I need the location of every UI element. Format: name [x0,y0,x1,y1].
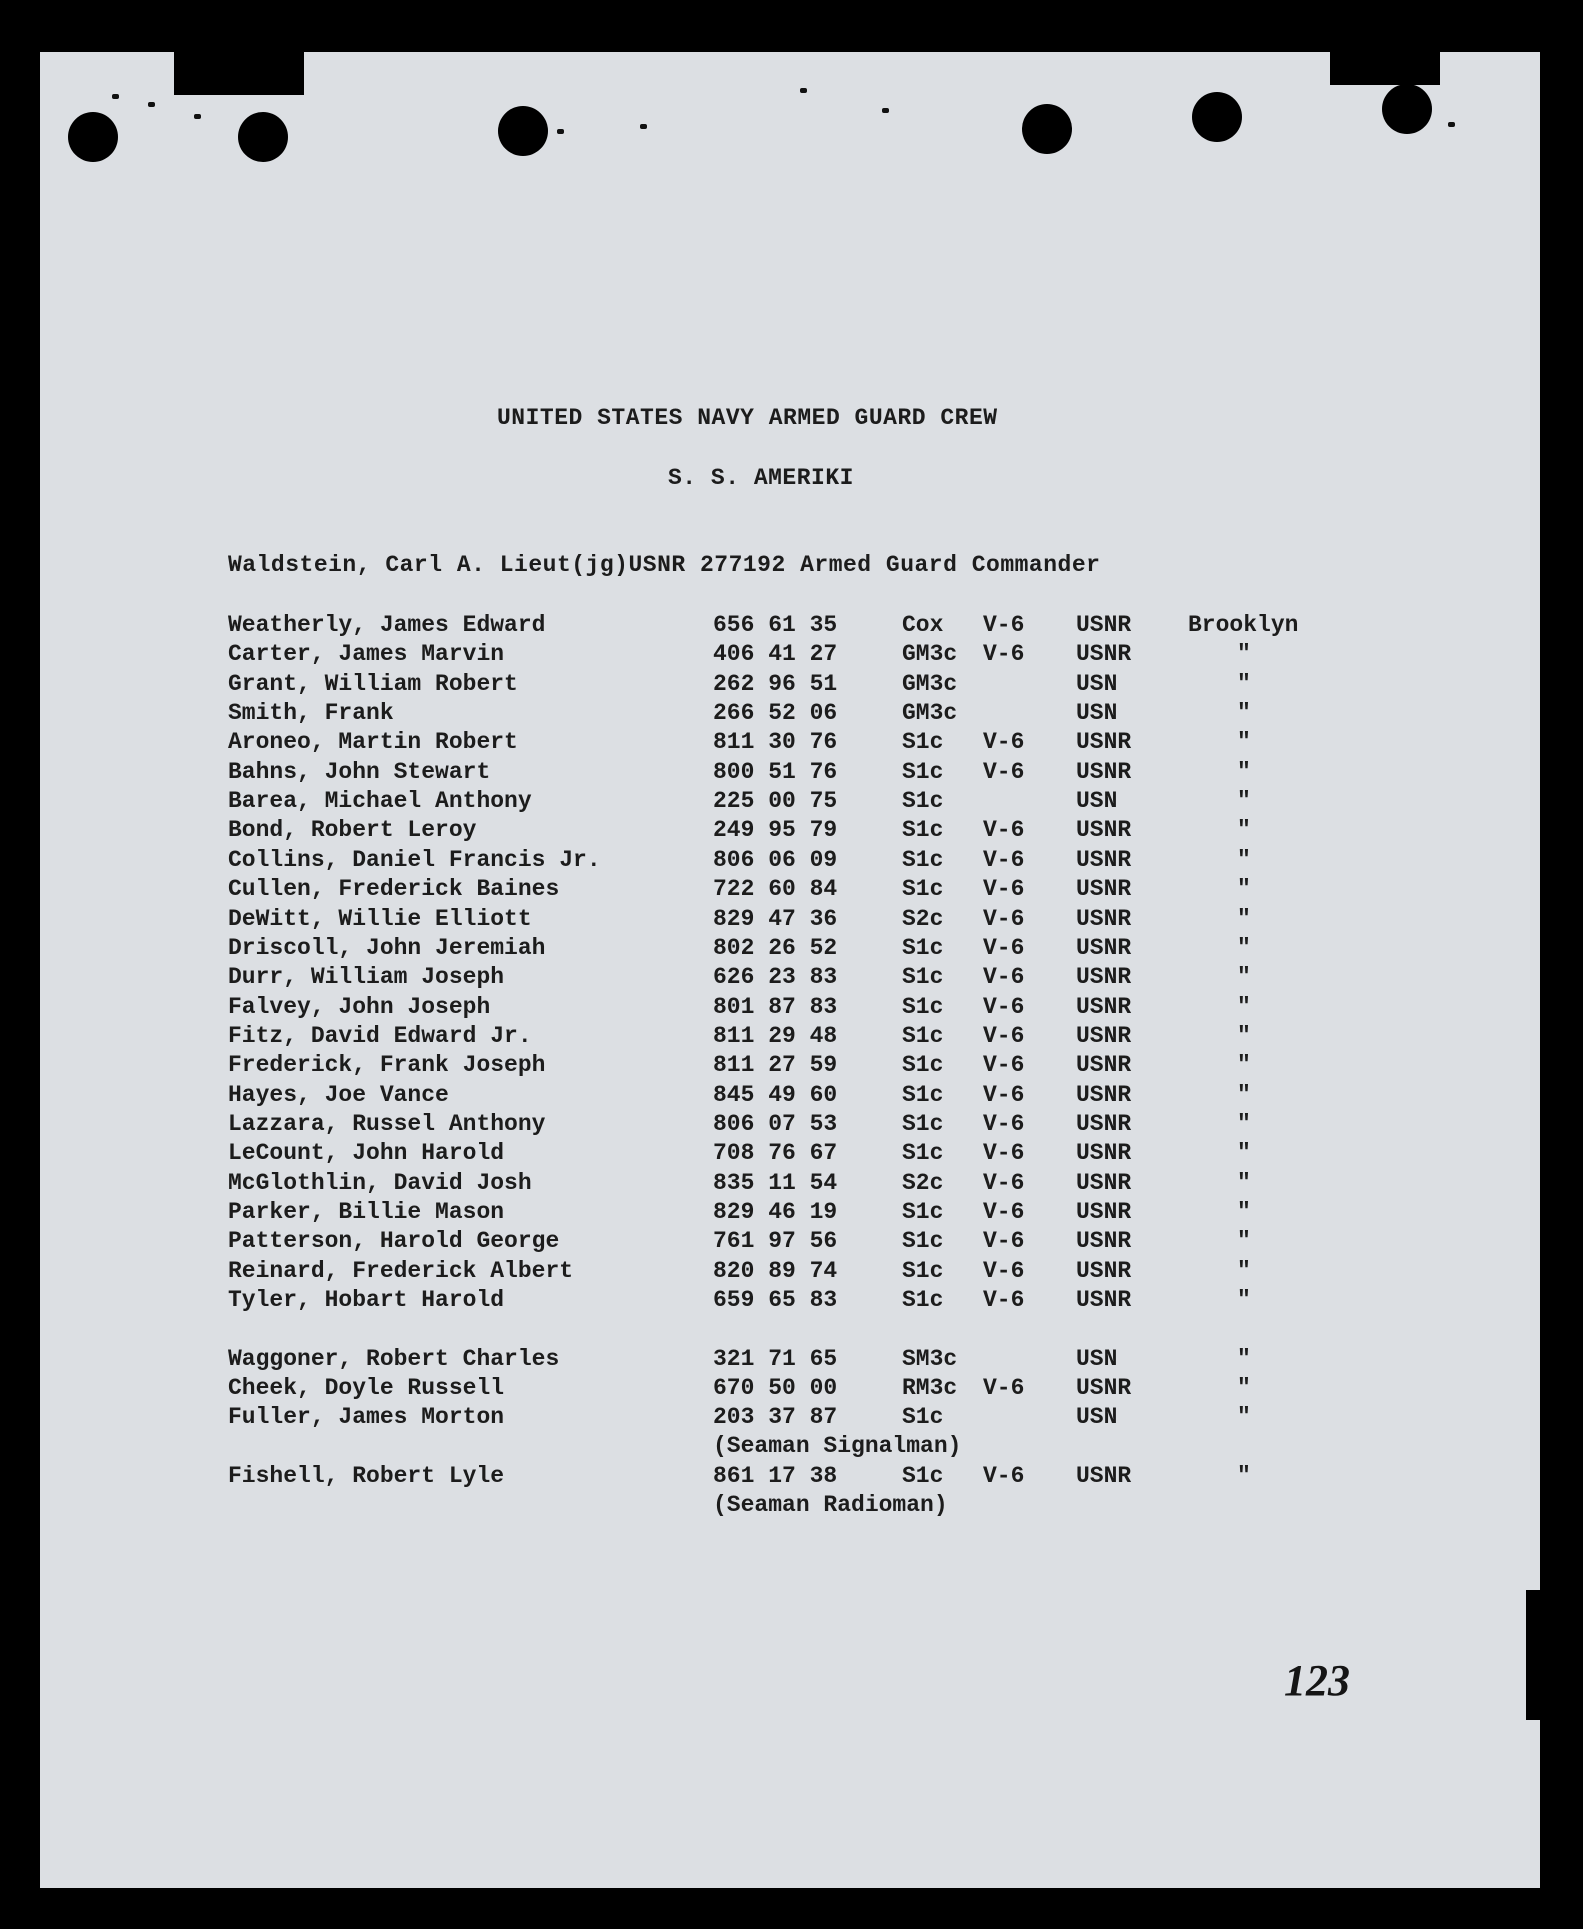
crew-service-no: 811 29 48 [713,1022,838,1049]
punch-hole [1192,92,1242,142]
crew-city: " [1237,1169,1251,1196]
crew-row [0,700,1583,730]
crew-rate: Cox [902,612,944,638]
crew-name: Reinard, Frederick Albert [228,1257,574,1284]
crew-row [0,1052,1583,1082]
crew-branch: USNR [1076,1052,1132,1079]
crew-row [0,817,1583,847]
crew-name: Fishell, Robert Lyle [228,1463,505,1489]
crew-name: Cheek, Doyle Russell [228,1375,505,1401]
crew-rate: S1c [902,1110,944,1137]
crew-city: " [1237,1199,1251,1225]
paper-tear [174,40,304,95]
crew-rate: S1c [902,993,944,1020]
crew-row [0,641,1583,671]
crew-rate: S2c [902,1169,944,1196]
crew-branch: USNR [1076,993,1132,1020]
crew-row [0,1463,1583,1493]
crew-class: V-6 [983,612,1025,638]
crew-city: " [1237,1463,1251,1489]
crew-name: Waggoner, Robert Charles [228,1346,560,1372]
crew-name: LeCount, John Harold [228,1140,505,1167]
crew-class: V-6 [983,641,1025,668]
crew-rate: GM3c [902,700,958,727]
crew-class: V-6 [983,1081,1025,1108]
crew-rate: S1c [902,876,944,903]
crew-class: V-6 [983,1287,1025,1314]
crew-class: V-6 [983,1463,1025,1489]
crew-rate: S1c [902,1404,944,1430]
crew-name: Patterson, Harold George [228,1228,560,1255]
speck [557,129,564,134]
crew-name: Falvey, John Joseph [228,993,491,1020]
crew-city: " [1237,1052,1251,1079]
speck [112,94,119,99]
speck [640,124,647,129]
crew-rate: S1c [902,964,944,991]
crew-class: V-6 [983,993,1025,1020]
crew-branch: USNR [1076,817,1132,844]
speck [194,114,201,119]
crew-service-no: 659 65 83 [713,1287,838,1314]
crew-service-no: 722 60 84 [713,876,838,903]
crew-class: V-6 [983,729,1025,756]
crew-class: V-6 [983,1052,1025,1079]
crew-city: " [1237,993,1251,1020]
crew-city: " [1237,758,1251,785]
crew-row [0,1228,1583,1258]
crew-city: " [1237,1081,1251,1108]
speck [800,88,807,93]
crew-service-no: 321 71 65 [713,1346,838,1372]
crew-branch: USNR [1076,1199,1132,1225]
punch-hole [1382,84,1432,134]
crew-service-no: 203 37 87 [713,1404,838,1430]
crew-name: Aroneo, Martin Robert [228,729,518,756]
crew-row [0,1375,1583,1405]
crew-name: Bond, Robert Leroy [228,817,477,844]
crew-city: " [1237,905,1251,932]
speck [882,108,889,113]
crew-branch: USNR [1076,1463,1132,1489]
crew-row [0,612,1583,642]
crew-service-no: 802 26 52 [713,934,838,961]
crew-branch: USN [1076,670,1118,697]
crew-branch: USNR [1076,1375,1132,1401]
crew-rate: S1c [902,846,944,873]
crew-branch: USNR [1076,964,1132,991]
crew-rate: S1c [902,1257,944,1284]
crew-city: " [1237,1140,1251,1167]
crew-branch: USNR [1076,934,1132,961]
crew-rate: S1c [902,1140,944,1167]
crew-rate: S1c [902,1081,944,1108]
crew-service-no: 225 00 75 [713,788,838,815]
crew-row [0,1404,1583,1434]
crew-name: Driscoll, John Jeremiah [228,934,546,961]
crew-city: " [1237,641,1251,668]
crew-service-no: 626 23 83 [713,964,838,991]
crew-name: Barea, Michael Anthony [228,788,532,815]
crew-class: V-6 [983,934,1025,961]
crew-service-no: 829 46 19 [713,1199,838,1225]
crew-branch: USNR [1076,1081,1132,1108]
crew-city: " [1237,1110,1251,1137]
crew-rate: S1c [902,934,944,961]
crew-city: " [1237,729,1251,756]
crew-city: " [1237,846,1251,873]
crew-service-no: 266 52 06 [713,700,838,727]
crew-rate: S1c [902,1287,944,1314]
crew-branch: USN [1076,1404,1118,1430]
crew-name: Bahns, John Stewart [228,758,491,785]
crew-row [0,1346,1583,1376]
crew-row [0,729,1583,759]
crew-service-no: 670 50 00 [713,1375,838,1401]
crew-rate: S1c [902,729,944,756]
crew-name: Durr, William Joseph [228,964,505,991]
crew-branch: USNR [1076,876,1132,903]
crew-branch: USNR [1076,1110,1132,1137]
crew-row [0,847,1583,877]
crew-row [0,1111,1583,1141]
crew-city: " [1237,1375,1251,1401]
crew-branch: USNR [1076,729,1132,756]
crew-name: Fitz, David Edward Jr. [228,1022,532,1049]
page-number: 123 [1284,1656,1350,1705]
crew-class: V-6 [983,846,1025,873]
crew-city: Brooklyn [1188,612,1299,638]
crew-service-no: 262 96 51 [713,670,838,697]
crew-city: " [1237,876,1251,903]
crew-service-no: 708 76 67 [713,1140,838,1167]
note-radioman: (Seaman Radioman) [713,1492,948,1518]
crew-rate: S1c [902,1228,944,1255]
crew-city: " [1237,1404,1251,1430]
crew-city: " [1237,934,1251,961]
crew-rate: S1c [902,788,944,815]
crew-rate: GM3c [902,670,958,697]
crew-name: Fuller, James Morton [228,1404,505,1430]
crew-class: V-6 [983,1169,1025,1196]
crew-city: " [1237,817,1251,844]
crew-name: McGlothlin, David Josh [228,1169,532,1196]
crew-service-no: 835 11 54 [713,1169,838,1196]
paper-tear [1330,40,1440,85]
crew-branch: USNR [1076,1228,1132,1255]
crew-class: V-6 [983,1110,1025,1137]
crew-service-no: 806 07 53 [713,1110,838,1137]
crew-rate: S1c [902,1463,944,1489]
crew-name: Tyler, Hobart Harold [228,1287,505,1314]
crew-row [0,1140,1583,1170]
crew-name: Hayes, Joe Vance [228,1081,449,1108]
crew-branch: USN [1076,700,1118,727]
commander-line: Waldstein, Carl A. Lieut(jg)USNR 277192 Armed Guard Commander [228,552,1101,578]
crew-city: " [1237,1287,1251,1314]
crew-class: V-6 [983,905,1025,932]
crew-branch: USNR [1076,1287,1132,1314]
ship-name: S. S. AMERIKI [668,465,854,491]
crew-service-no: 811 30 76 [713,729,838,756]
crew-name: Frederick, Frank Joseph [228,1052,546,1079]
speck [148,102,155,107]
crew-row [0,935,1583,965]
crew-rate: S1c [902,1052,944,1079]
crew-branch: USN [1076,788,1118,815]
crew-service-no: 800 51 76 [713,758,838,785]
crew-branch: USNR [1076,612,1132,638]
crew-city: " [1237,788,1251,815]
speck [1448,122,1455,127]
crew-name: Weatherly, James Edward [228,612,546,638]
crew-rate: S1c [902,1022,944,1049]
crew-name: Carter, James Marvin [228,641,505,668]
crew-row [0,1199,1583,1229]
crew-rate: GM3c [902,641,958,668]
crew-city: " [1237,1346,1251,1372]
crew-name: Cullen, Frederick Baines [228,876,560,903]
crew-row [0,1023,1583,1053]
crew-row [0,1258,1583,1288]
crew-city: " [1237,1228,1251,1255]
crew-branch: USNR [1076,1140,1132,1167]
punch-hole [498,106,548,156]
crew-branch: USNR [1076,846,1132,873]
crew-service-no: 406 41 27 [713,641,838,668]
crew-row [0,1287,1583,1317]
crew-service-no: 761 97 56 [713,1228,838,1255]
crew-service-no: 801 87 83 [713,993,838,1020]
crew-class: V-6 [983,1022,1025,1049]
crew-class: V-6 [983,1375,1025,1401]
crew-branch: USNR [1076,758,1132,785]
crew-class: V-6 [983,1257,1025,1284]
crew-service-no: 656 61 35 [713,612,838,638]
crew-class: V-6 [983,1140,1025,1167]
note-signalman: (Seaman Signalman) [713,1433,962,1459]
crew-branch: USNR [1076,641,1132,668]
crew-row [0,906,1583,936]
crew-service-no: 820 89 74 [713,1257,838,1284]
crew-class: V-6 [983,964,1025,991]
crew-row [0,876,1583,906]
crew-row [0,1170,1583,1200]
crew-rate: SM3c [902,1346,958,1372]
crew-rate: S1c [902,1199,944,1225]
crew-service-no: 806 06 09 [713,846,838,873]
crew-branch: USNR [1076,1022,1132,1049]
crew-row [0,788,1583,818]
crew-city: " [1237,1257,1251,1284]
crew-row [0,1082,1583,1112]
crew-rate: S1c [902,817,944,844]
crew-service-no: 829 47 36 [713,905,838,932]
crew-class: V-6 [983,817,1025,844]
crew-rate: S2c [902,905,944,932]
crew-service-no: 811 27 59 [713,1052,838,1079]
crew-rate: S1c [902,758,944,785]
crew-row [0,994,1583,1024]
crew-name: Parker, Billie Mason [228,1199,505,1225]
crew-row [0,964,1583,994]
crew-name: Grant, William Robert [228,670,518,697]
crew-city: " [1237,700,1251,727]
crew-row [0,671,1583,701]
crew-branch: USNR [1076,1257,1132,1284]
crew-branch: USN [1076,1346,1118,1372]
crew-service-no: 861 17 38 [713,1463,838,1489]
crew-name: Lazzara, Russel Anthony [228,1110,546,1137]
crew-city: " [1237,964,1251,991]
crew-service-no: 249 95 79 [713,817,838,844]
crew-class: V-6 [983,876,1025,903]
crew-city: " [1237,1022,1251,1049]
crew-name: DeWitt, Willie Elliott [228,905,532,932]
crew-row [0,759,1583,789]
punch-hole [238,112,288,162]
crew-service-no: 845 49 60 [713,1081,838,1108]
crew-rate: RM3c [902,1375,958,1401]
crew-branch: USNR [1076,1169,1132,1196]
punch-hole [68,112,118,162]
crew-class: V-6 [983,758,1025,785]
crew-branch: USNR [1076,905,1132,932]
crew-city: " [1237,670,1251,697]
crew-class: V-6 [983,1199,1025,1225]
document-title: UNITED STATES NAVY ARMED GUARD CREW [497,405,998,431]
crew-name: Collins, Daniel Francis Jr. [228,846,601,873]
crew-name: Smith, Frank [228,700,394,727]
paper-tear [1526,1590,1556,1720]
crew-class: V-6 [983,1228,1025,1255]
punch-hole [1022,104,1072,154]
